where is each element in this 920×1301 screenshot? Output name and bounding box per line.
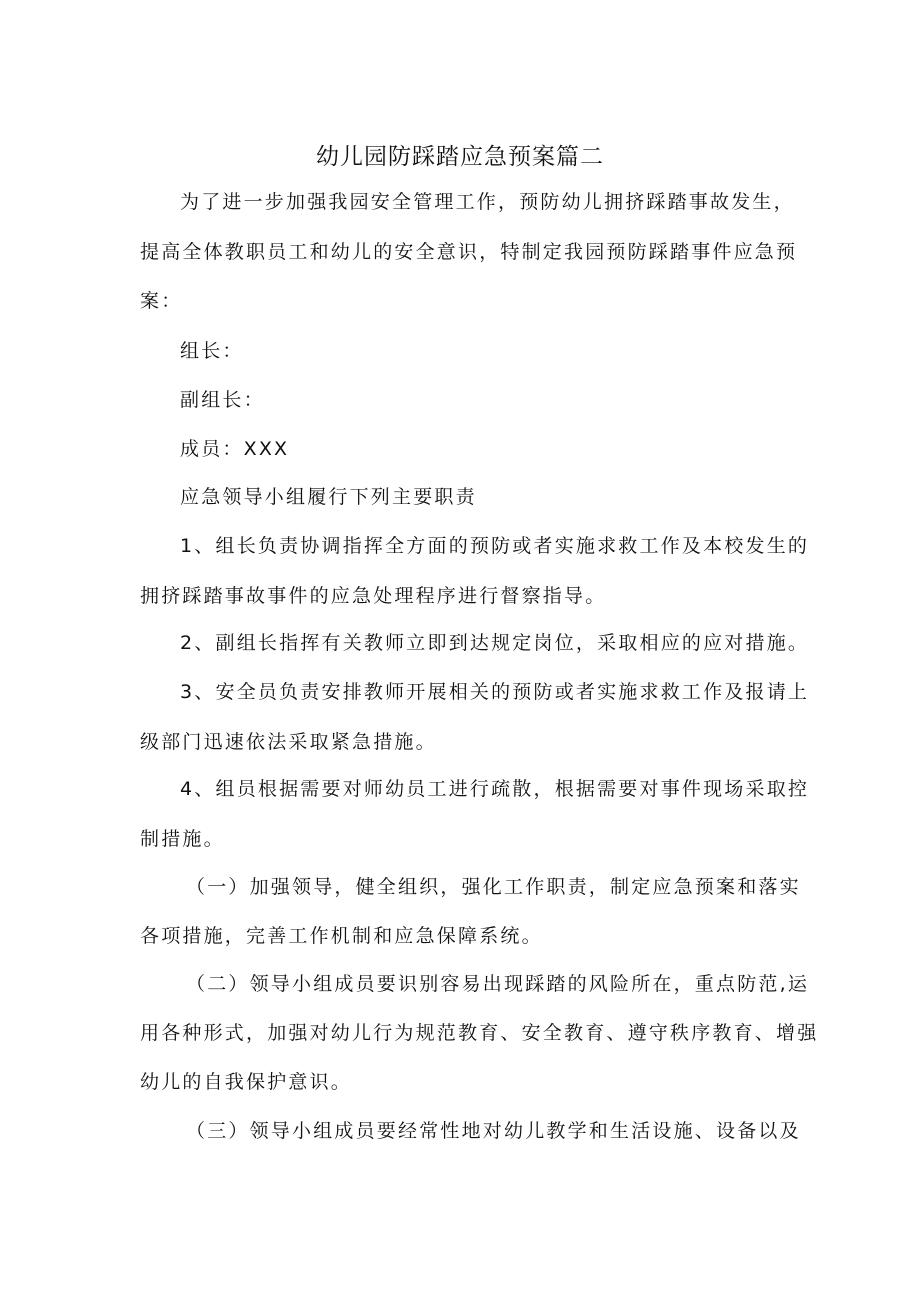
- duty-1-line-2: 拥挤踩踏事故事件的应急处理程序进行督察指导。: [140, 585, 607, 607]
- measure-1-line-1: （一）加强领导，健全组织，强化工作职责，制定应急预案和落实: [186, 876, 801, 898]
- duty-1-line-1: 1、组长负责协调指挥全方面的预防或者实施求救工作及本校发生的: [180, 535, 810, 557]
- duty-4-line-1: 4、组员根据需要对师幼员工进行疏散，根据需要对事件现场采取控: [180, 778, 810, 800]
- measure-1-line-2: 各项措施，完善工作机制和应急保障系统。: [140, 925, 543, 947]
- measure-2-line-3: 幼儿的自我保护意识。: [140, 1071, 353, 1093]
- role-leader: 组长：: [180, 340, 244, 362]
- duty-4-line-2: 制措施。: [140, 828, 225, 850]
- measure-2-line-1: （二）领导小组成员要识别容易出现踩踏的风险所在，重点防范,运: [186, 973, 810, 995]
- measure-3-line-1: （三）领导小组成员要经常性地对幼儿教学和生活设施、设备以及: [186, 1120, 801, 1142]
- duty-3-line-2: 级部门迅速依法采取紧急措施。: [140, 731, 437, 753]
- duty-3-line-1: 3、安全员负责安排教师开展相关的预防或者实施求救工作及报请上: [180, 681, 810, 703]
- intro-line-2: 提高全体教职员工和幼儿的安全意识，特制定我园预防踩踏事件应急预: [140, 241, 798, 263]
- role-members: 成员：XXX: [180, 438, 290, 460]
- document-title: 幼儿园防踩踏应急预案篇二: [316, 144, 604, 170]
- duties-heading: 应急领导小组履行下列主要职责: [180, 486, 477, 508]
- role-deputy: 副组长：: [180, 389, 265, 411]
- intro-line-3: 案：: [140, 290, 183, 312]
- intro-line-1: 为了进一步加强我园安全管理工作，预防幼儿拥挤踩踏事故发生，: [180, 191, 795, 213]
- measure-2-line-2: 用各种形式，加强对幼儿行为规范教育、安全教育、遵守秩序教育、增强: [140, 1022, 819, 1044]
- duty-2-line-1: 2、副组长指挥有关教师立即到达规定岗位，采取相应的应对措施。: [180, 632, 810, 654]
